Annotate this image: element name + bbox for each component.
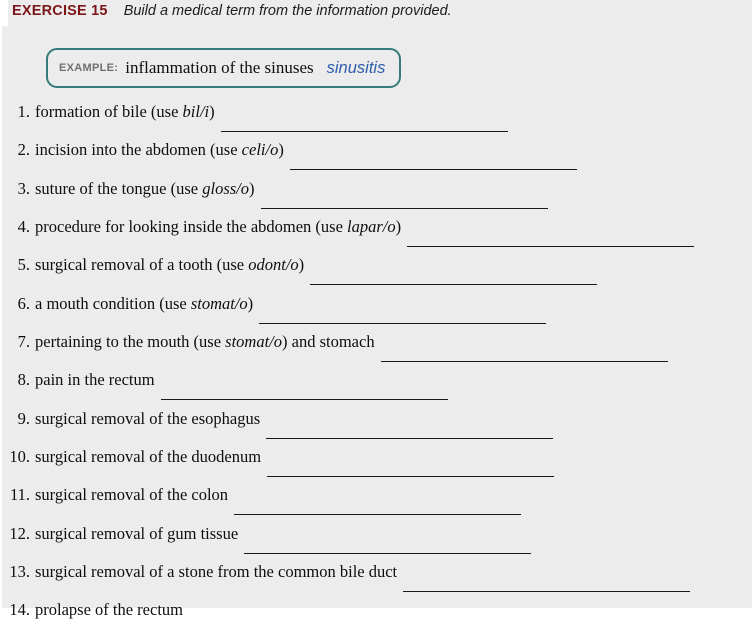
combining-form: stomat/o (225, 332, 283, 352)
item-text-segment: incision into the abdomen (use (35, 140, 242, 160)
item-text (35, 600, 183, 619)
item-number: 3. (17, 178, 30, 198)
item-text (35, 332, 375, 351)
list-item (2, 217, 752, 255)
item-text (35, 370, 155, 389)
item-text-segment: surgical removal of the colon (35, 485, 229, 505)
list-item (2, 562, 752, 600)
answer-blank (310, 284, 597, 285)
combining-form: celi/o (241, 140, 279, 160)
combining-form: stomat/o (190, 293, 248, 313)
item-text (35, 217, 401, 236)
item-text-segment: formation of bile (use (35, 102, 183, 121)
item-text-segment: surgical removal of a stone from the common bile duct (35, 562, 398, 582)
example-label: EXAMPLE: (59, 62, 119, 74)
item-text-segment: surgical removal of a tooth (use (35, 255, 249, 275)
item-text (35, 179, 255, 198)
item-number: 1. (17, 102, 30, 121)
answer-blank (266, 438, 553, 439)
item-text (35, 524, 238, 543)
list-item (2, 102, 752, 140)
answer-blank (407, 246, 694, 247)
item-text (35, 485, 228, 504)
exercise-number-label: EXERCISE 15 (12, 3, 108, 19)
item-text-segment: ) (298, 255, 305, 275)
answer-blank (267, 476, 554, 477)
answer-blank (290, 169, 577, 170)
item-text (35, 255, 304, 274)
item-text-segment: prolapse of the rectum (35, 600, 183, 620)
answer-blank (261, 208, 548, 209)
exercise-header (12, 3, 452, 19)
item-text-segment: surgical removal of the duodenum (35, 447, 262, 467)
item-number: 6. (17, 293, 30, 313)
item-text-segment: ) (278, 140, 284, 160)
example-answer-text: sinusitis (326, 58, 386, 77)
example-box (46, 48, 401, 88)
item-number: 2. (17, 140, 30, 160)
item-text-segment: ) and stomach (282, 332, 375, 352)
item-text (35, 140, 284, 159)
list-item (2, 600, 752, 638)
combining-form: odont/o (248, 255, 299, 275)
item-text (35, 294, 253, 313)
list-item (2, 370, 752, 408)
answer-blank (259, 323, 546, 324)
item-text-segment: pain in the rectum (35, 370, 155, 390)
item-text-segment: suture of the tongue (use (35, 178, 203, 198)
item-text (35, 102, 215, 121)
combining-form: gloss/o (202, 178, 250, 198)
exercise-item-list (2, 102, 752, 639)
item-text-segment: ) (209, 102, 215, 121)
list-item (2, 332, 752, 370)
list-item (2, 485, 752, 523)
item-text-segment: a mouth condition (use (35, 293, 191, 313)
answer-blank (244, 553, 531, 554)
page-corner-notch (0, 0, 8, 26)
answer-blank (403, 591, 690, 592)
item-text-segment: ) (395, 217, 402, 237)
item-text-segment: surgical removal of the esophagus (35, 408, 261, 428)
item-text-segment: surgical removal of gum tissue (35, 523, 239, 543)
item-number: 12. (9, 523, 30, 543)
combining-form: lapar/o (347, 217, 396, 237)
item-text (35, 409, 260, 428)
item-text (35, 447, 261, 466)
list-item (2, 524, 752, 562)
item-number: 14. (9, 600, 30, 620)
list-item (2, 140, 752, 178)
answer-blank (234, 514, 521, 515)
item-number: 5. (17, 255, 30, 275)
item-number: 9. (17, 408, 30, 428)
page-background (2, 0, 752, 620)
item-number: 13. (9, 562, 30, 582)
item-number: 11. (9, 485, 30, 505)
item-text-segment: ) (247, 293, 254, 313)
item-text (35, 562, 397, 581)
answer-blank (221, 131, 508, 132)
example-prompt-text: inflammation of the sinuses (125, 58, 314, 77)
list-item (2, 294, 752, 332)
item-number: 7. (17, 332, 30, 352)
item-number: 10. (9, 447, 30, 467)
item-number: 4. (17, 217, 30, 237)
answer-blank (161, 399, 448, 400)
item-text-segment: procedure for looking inside the abdomen (use (35, 217, 348, 237)
combining-form: bil/i (182, 102, 210, 121)
answer-blank (381, 361, 668, 362)
list-item (2, 409, 752, 447)
item-text-segment: ) (249, 178, 255, 198)
list-item (2, 255, 752, 293)
exercise-instruction: Build a medical term from the information provided. (123, 3, 452, 19)
list-item (2, 447, 752, 485)
item-text-segment: pertaining to the mouth (use (35, 332, 226, 352)
item-number: 8. (17, 370, 30, 390)
list-item (2, 179, 752, 217)
